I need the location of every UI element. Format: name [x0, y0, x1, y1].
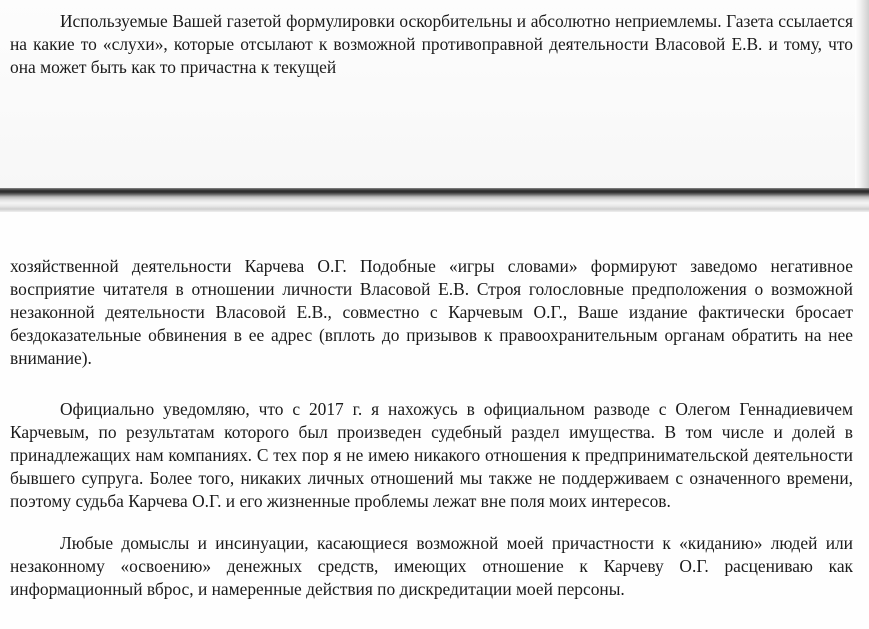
- paragraph-rumors: Любые домыслы и инсинуации, касающиеся возможной моей причастности к «киданию» людей или незаконному «освоению» денежных средств, имеющих отношение к Карчеву О.Г. расцениваю как информационный вброс, и намеренные действия по дискредитации моей персоны.: [10, 533, 853, 599]
- official-notice-paragraph-block: [10, 398, 853, 513]
- paragraph-official-notice: Официально уведомляю, что с 2017 г. я нахожусь в официальном разводе с Олегом Геннадиевичем Карчевым, по результатам которого был произведен судебный раздел имущества. В том числе и долей в принадлежащих нам компаниях. С тех пор я не имею никакого отношения к предпринимательской деятельности бывшего супруга. Более того, никаких личных отношений мы также не поддерживаем с означенного времени, поэтому судьба Карчева О.Г. и его жизненные проблемы лежат вне поля моих интересов.: [10, 399, 853, 511]
- continuation-paragraph-block: [10, 255, 853, 370]
- paragraph-wording-objection: Используемые Вашей газетой формулировки оскорбительны и абсолютно неприемлемы. Газета ссылается на какие то «слухи», которые отсылают к возможной противоправной деятельности Власовой Е.В. и тому, что она может быть как то причастна к текущей: [10, 11, 853, 77]
- page-divider: [0, 188, 869, 212]
- rumors-paragraph-block: [10, 532, 853, 601]
- page-right-edge-shadow: [855, 0, 869, 190]
- paragraph-continuation: хозяйственной деятельности Карчева О.Г. Подобные «игры словами» формируют заведомо негативное восприятие читателя в отношении личности Власовой Е.В. Строя голословные предположения о возможной незаконной деятельности Власовой Е.В., совместно с Карчевым О.Г., Ваше издание фактически бросает бездоказательные обвинения в ее адрес (вплоть до призывов к правоохранительным органам обратить на нее внимание).: [10, 256, 853, 368]
- top-paragraph-block: [10, 10, 853, 79]
